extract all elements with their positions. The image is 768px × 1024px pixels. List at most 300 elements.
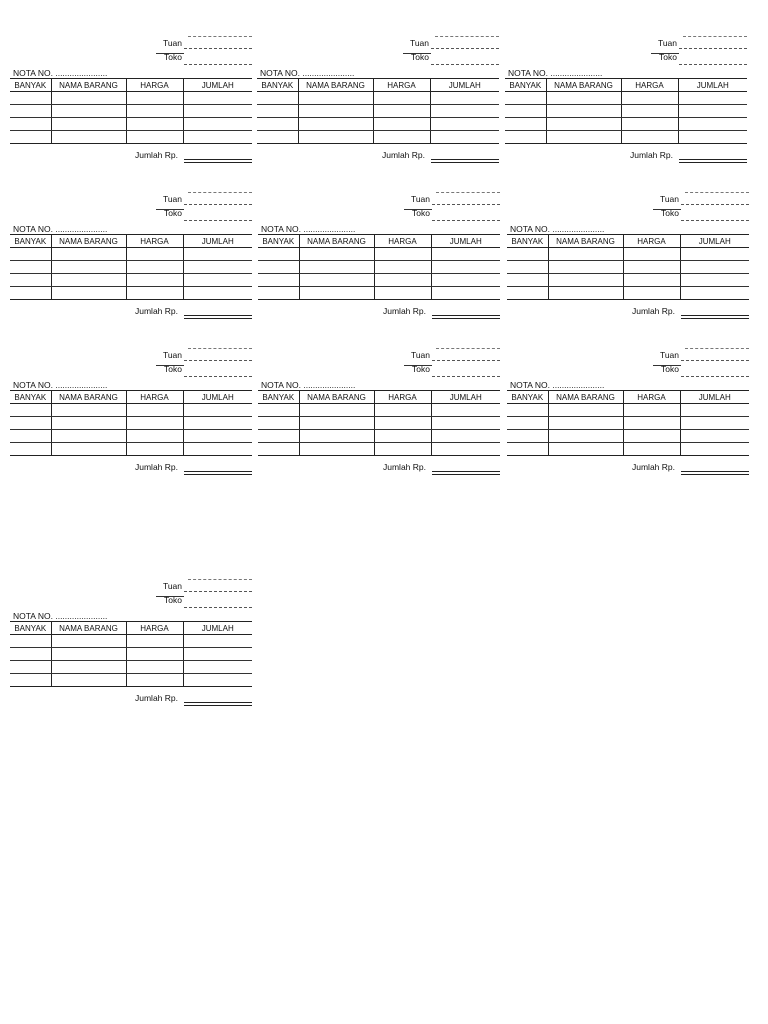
- table-cell[interactable]: [10, 404, 51, 417]
- table-cell[interactable]: [299, 261, 374, 274]
- table-cell[interactable]: [126, 248, 183, 261]
- table-cell[interactable]: [51, 430, 126, 443]
- table-cell[interactable]: [507, 443, 548, 456]
- toko-row: [10, 364, 252, 376]
- table-cell[interactable]: [183, 248, 252, 261]
- table-cell[interactable]: [680, 248, 749, 261]
- table-cell[interactable]: [183, 131, 252, 144]
- table-cell[interactable]: [10, 287, 51, 300]
- nota-number: NOTA NO. ......................: [260, 68, 355, 78]
- items-table: [258, 234, 500, 300]
- nota-form: [507, 348, 749, 483]
- tuan-field[interactable]: [432, 360, 500, 361]
- table-cell[interactable]: [548, 430, 623, 443]
- table-cell[interactable]: [299, 430, 374, 443]
- column-header-nama-barang: NAMA BARANG: [51, 391, 126, 404]
- toko-row: [258, 364, 500, 376]
- table-cell[interactable]: [507, 287, 548, 300]
- table-row: [258, 417, 500, 430]
- table-cell[interactable]: [10, 430, 51, 443]
- tuan-label: Tuan: [409, 38, 429, 48]
- tuan-label: Tuan: [659, 194, 679, 204]
- toko-field[interactable]: [432, 220, 500, 221]
- table-row: [257, 92, 499, 105]
- table-cell[interactable]: [183, 648, 252, 661]
- tuan-label: Tuan: [659, 350, 679, 360]
- table-cell[interactable]: [298, 131, 373, 144]
- table-cell[interactable]: [678, 105, 747, 118]
- toko-row: [10, 52, 252, 64]
- items-table: [505, 78, 747, 144]
- table-cell[interactable]: [430, 105, 499, 118]
- table-cell[interactable]: [373, 131, 430, 144]
- table-cell[interactable]: [431, 274, 500, 287]
- table-cell[interactable]: [680, 443, 749, 456]
- nota-form: [258, 192, 500, 327]
- table-header-row: [505, 79, 747, 92]
- table-cell[interactable]: [183, 105, 252, 118]
- toko-label: Toko: [164, 595, 182, 605]
- tuan-label: Tuan: [410, 350, 430, 360]
- table-cell[interactable]: [126, 661, 183, 674]
- table-cell[interactable]: [183, 404, 252, 417]
- tuan-dotted-line: [436, 192, 500, 193]
- table-cell[interactable]: [431, 430, 500, 443]
- table-cell[interactable]: [548, 287, 623, 300]
- nota-number: NOTA NO. ......................: [13, 68, 108, 78]
- table-cell[interactable]: [10, 105, 51, 118]
- table-cell[interactable]: [623, 430, 680, 443]
- table-cell[interactable]: [10, 131, 51, 144]
- nota-number: NOTA NO. ......................: [510, 224, 605, 234]
- tuan-row: [10, 350, 252, 362]
- total-row: [10, 691, 252, 705]
- tuan-field[interactable]: [431, 48, 499, 49]
- total-field[interactable]: [431, 159, 499, 160]
- table-row: [507, 443, 749, 456]
- tuan-dotted-line: [685, 348, 749, 349]
- toko-row: [10, 208, 252, 220]
- table-cell[interactable]: [257, 131, 298, 144]
- table-cell[interactable]: [621, 92, 678, 105]
- table-cell[interactable]: [507, 430, 548, 443]
- table-cell[interactable]: [621, 105, 678, 118]
- table-row: [505, 131, 747, 144]
- table-cell[interactable]: [623, 274, 680, 287]
- table-cell[interactable]: [10, 261, 51, 274]
- total-field[interactable]: [432, 315, 500, 316]
- table-cell[interactable]: [680, 417, 749, 430]
- table-cell[interactable]: [126, 92, 183, 105]
- column-header-harga: HARGA: [126, 391, 183, 404]
- table-cell[interactable]: [680, 287, 749, 300]
- table-cell[interactable]: [507, 261, 548, 274]
- table-cell[interactable]: [10, 648, 51, 661]
- table-cell[interactable]: [299, 287, 374, 300]
- total-field[interactable]: [184, 702, 252, 703]
- table-cell[interactable]: [505, 105, 546, 118]
- total-field[interactable]: [184, 159, 252, 160]
- items-table: [258, 390, 500, 456]
- table-cell[interactable]: [374, 404, 431, 417]
- tuan-label: Tuan: [162, 38, 182, 48]
- table-cell[interactable]: [505, 92, 546, 105]
- table-cell[interactable]: [298, 105, 373, 118]
- toko-label: Toko: [411, 52, 429, 62]
- total-row: [257, 148, 499, 162]
- total-field[interactable]: [681, 315, 749, 316]
- table-header-row: [10, 622, 252, 635]
- table-cell[interactable]: [10, 674, 51, 687]
- table-cell[interactable]: [623, 248, 680, 261]
- table-cell[interactable]: [431, 443, 500, 456]
- table-cell[interactable]: [505, 118, 546, 131]
- table-cell[interactable]: [546, 105, 621, 118]
- table-cell[interactable]: [257, 92, 298, 105]
- table-cell[interactable]: [126, 274, 183, 287]
- table-cell[interactable]: [51, 443, 126, 456]
- total-double-underline: [184, 318, 252, 319]
- column-header-jumlah: JUMLAH: [183, 391, 252, 404]
- table-cell[interactable]: [183, 274, 252, 287]
- total-row: [505, 148, 747, 162]
- table-cell[interactable]: [51, 92, 126, 105]
- table-cell[interactable]: [183, 443, 252, 456]
- table-cell[interactable]: [373, 105, 430, 118]
- tuan-field[interactable]: [681, 360, 749, 361]
- table-cell[interactable]: [183, 661, 252, 674]
- table-cell[interactable]: [548, 404, 623, 417]
- table-cell[interactable]: [258, 417, 299, 430]
- column-header-harga: HARGA: [126, 622, 183, 635]
- nota-form: [10, 192, 252, 327]
- total-row: [10, 148, 252, 162]
- table-cell[interactable]: [258, 404, 299, 417]
- table-cell[interactable]: [257, 105, 298, 118]
- table-cell[interactable]: [430, 131, 499, 144]
- tuan-row: [507, 350, 749, 362]
- table-row: [257, 131, 499, 144]
- items-table: [10, 390, 252, 456]
- toko-field[interactable]: [184, 220, 252, 221]
- tuan-field[interactable]: [681, 204, 749, 205]
- table-row: [10, 417, 252, 430]
- nota-number: NOTA NO. ......................: [13, 611, 108, 621]
- tuan-field[interactable]: [679, 48, 747, 49]
- table-cell[interactable]: [507, 274, 548, 287]
- column-header-nama-barang: NAMA BARANG: [548, 235, 623, 248]
- column-header-banyak: BANYAK: [10, 235, 51, 248]
- table-cell[interactable]: [298, 92, 373, 105]
- tuan-row: [258, 350, 500, 362]
- table-cell[interactable]: [51, 404, 126, 417]
- total-row: [507, 460, 749, 474]
- table-cell[interactable]: [623, 417, 680, 430]
- toko-label: Toko: [164, 208, 182, 218]
- table-cell[interactable]: [374, 287, 431, 300]
- table-cell[interactable]: [299, 417, 374, 430]
- table-row: [258, 430, 500, 443]
- table-cell[interactable]: [621, 118, 678, 131]
- table-cell[interactable]: [51, 661, 126, 674]
- total-label: Jumlah Rp.: [383, 306, 426, 316]
- table-cell[interactable]: [431, 417, 500, 430]
- table-cell[interactable]: [505, 131, 546, 144]
- table-cell[interactable]: [373, 118, 430, 131]
- column-header-jumlah: JUMLAH: [680, 391, 749, 404]
- table-cell[interactable]: [680, 274, 749, 287]
- table-cell[interactable]: [257, 118, 298, 131]
- table-cell[interactable]: [183, 287, 252, 300]
- table-cell[interactable]: [680, 430, 749, 443]
- table-cell[interactable]: [126, 417, 183, 430]
- table-cell[interactable]: [51, 248, 126, 261]
- table-cell[interactable]: [183, 635, 252, 648]
- table-cell[interactable]: [258, 248, 299, 261]
- total-double-underline: [184, 162, 252, 163]
- table-cell[interactable]: [548, 443, 623, 456]
- tuan-field[interactable]: [184, 204, 252, 205]
- items-table: [257, 78, 499, 144]
- table-cell[interactable]: [183, 417, 252, 430]
- table-cell[interactable]: [126, 404, 183, 417]
- column-header-harga: HARGA: [126, 235, 183, 248]
- nota-number: NOTA NO. ......................: [510, 380, 605, 390]
- toko-row: [505, 52, 747, 64]
- table-cell[interactable]: [374, 443, 431, 456]
- table-cell[interactable]: [546, 131, 621, 144]
- table-cell[interactable]: [678, 131, 747, 144]
- tuan-field[interactable]: [184, 591, 252, 592]
- table-cell[interactable]: [126, 648, 183, 661]
- column-header-jumlah: JUMLAH: [183, 79, 252, 92]
- table-cell[interactable]: [623, 261, 680, 274]
- table-cell[interactable]: [507, 417, 548, 430]
- table-cell[interactable]: [51, 105, 126, 118]
- tuan-field[interactable]: [184, 48, 252, 49]
- table-cell[interactable]: [678, 92, 747, 105]
- tuan-label: Tuan: [162, 194, 182, 204]
- tuan-row: [10, 581, 252, 593]
- table-cell[interactable]: [548, 274, 623, 287]
- table-row: [10, 105, 252, 118]
- table-cell[interactable]: [51, 674, 126, 687]
- tuan-dotted-line: [435, 36, 499, 37]
- table-cell[interactable]: [546, 92, 621, 105]
- toko-field[interactable]: [681, 220, 749, 221]
- table-cell[interactable]: [507, 248, 548, 261]
- table-cell[interactable]: [374, 274, 431, 287]
- table-cell[interactable]: [299, 274, 374, 287]
- table-row: [10, 404, 252, 417]
- table-cell[interactable]: [623, 404, 680, 417]
- tuan-label: Tuan: [162, 350, 182, 360]
- table-cell[interactable]: [10, 92, 51, 105]
- table-cell[interactable]: [299, 443, 374, 456]
- table-cell[interactable]: [51, 261, 126, 274]
- toko-field[interactable]: [681, 376, 749, 377]
- table-cell[interactable]: [126, 443, 183, 456]
- table-cell[interactable]: [183, 430, 252, 443]
- table-cell[interactable]: [126, 635, 183, 648]
- table-cell[interactable]: [10, 248, 51, 261]
- total-field[interactable]: [184, 315, 252, 316]
- table-cell[interactable]: [623, 443, 680, 456]
- toko-row: [507, 208, 749, 220]
- total-label: Jumlah Rp.: [382, 150, 425, 160]
- table-cell[interactable]: [258, 430, 299, 443]
- column-header-harga: HARGA: [373, 79, 430, 92]
- table-cell[interactable]: [299, 404, 374, 417]
- table-cell[interactable]: [680, 404, 749, 417]
- table-cell[interactable]: [10, 274, 51, 287]
- table-cell[interactable]: [621, 131, 678, 144]
- column-header-banyak: BANYAK: [10, 79, 51, 92]
- toko-field[interactable]: [184, 64, 252, 65]
- column-header-harga: HARGA: [623, 235, 680, 248]
- table-header-row: [258, 235, 500, 248]
- column-header-nama-barang: NAMA BARANG: [298, 79, 373, 92]
- table-cell[interactable]: [183, 118, 252, 131]
- column-header-banyak: BANYAK: [10, 391, 51, 404]
- tuan-field[interactable]: [184, 360, 252, 361]
- total-double-underline: [681, 318, 749, 319]
- column-header-nama-barang: NAMA BARANG: [548, 391, 623, 404]
- table-cell[interactable]: [10, 661, 51, 674]
- table-cell[interactable]: [680, 261, 749, 274]
- table-cell[interactable]: [126, 105, 183, 118]
- table-cell[interactable]: [258, 443, 299, 456]
- table-cell[interactable]: [431, 287, 500, 300]
- table-row: [507, 430, 749, 443]
- table-cell[interactable]: [51, 417, 126, 430]
- nota-number: NOTA NO. ......................: [13, 380, 108, 390]
- table-cell[interactable]: [548, 248, 623, 261]
- table-header-row: [507, 391, 749, 404]
- table-cell[interactable]: [10, 443, 51, 456]
- total-field[interactable]: [184, 471, 252, 472]
- toko-field[interactable]: [184, 376, 252, 377]
- total-label: Jumlah Rp.: [632, 306, 675, 316]
- tuan-row: [10, 194, 252, 206]
- table-cell[interactable]: [183, 674, 252, 687]
- table-row: [10, 118, 252, 131]
- column-header-jumlah: JUMLAH: [431, 235, 500, 248]
- table-cell[interactable]: [373, 92, 430, 105]
- column-header-banyak: BANYAK: [258, 391, 299, 404]
- table-cell[interactable]: [374, 261, 431, 274]
- table-header-row: [257, 79, 499, 92]
- table-cell[interactable]: [431, 404, 500, 417]
- items-table: [10, 621, 252, 687]
- table-cell[interactable]: [258, 274, 299, 287]
- tuan-field[interactable]: [432, 204, 500, 205]
- table-cell[interactable]: [374, 417, 431, 430]
- nota-form: [10, 348, 252, 483]
- table-cell[interactable]: [126, 118, 183, 131]
- column-header-jumlah: JUMLAH: [430, 79, 499, 92]
- table-cell[interactable]: [10, 417, 51, 430]
- table-cell[interactable]: [51, 287, 126, 300]
- table-cell[interactable]: [430, 92, 499, 105]
- table-cell[interactable]: [546, 118, 621, 131]
- total-label: Jumlah Rp.: [135, 462, 178, 472]
- tuan-row: [258, 194, 500, 206]
- table-cell[interactable]: [548, 261, 623, 274]
- table-cell[interactable]: [299, 248, 374, 261]
- tuan-dotted-line: [683, 36, 747, 37]
- tuan-dotted-line: [436, 348, 500, 349]
- table-cell[interactable]: [374, 248, 431, 261]
- table-row: [258, 404, 500, 417]
- table-cell[interactable]: [126, 261, 183, 274]
- tuan-row: [507, 194, 749, 206]
- table-cell[interactable]: [126, 287, 183, 300]
- toko-label: Toko: [412, 208, 430, 218]
- table-cell[interactable]: [51, 635, 126, 648]
- table-cell[interactable]: [51, 648, 126, 661]
- table-row: [505, 92, 747, 105]
- column-header-banyak: BANYAK: [257, 79, 298, 92]
- table-cell[interactable]: [374, 430, 431, 443]
- table-cell[interactable]: [548, 417, 623, 430]
- nota-number: NOTA NO. ......................: [13, 224, 108, 234]
- toko-field[interactable]: [679, 64, 747, 65]
- table-cell[interactable]: [298, 118, 373, 131]
- table-cell[interactable]: [258, 287, 299, 300]
- table-row: [10, 131, 252, 144]
- table-row: [258, 248, 500, 261]
- toko-row: [257, 52, 499, 64]
- table-cell[interactable]: [431, 248, 500, 261]
- total-field[interactable]: [679, 159, 747, 160]
- total-double-underline: [431, 162, 499, 163]
- toko-label: Toko: [164, 52, 182, 62]
- total-field[interactable]: [432, 471, 500, 472]
- table-cell[interactable]: [183, 261, 252, 274]
- table-cell[interactable]: [10, 635, 51, 648]
- table-cell[interactable]: [126, 674, 183, 687]
- toko-field[interactable]: [432, 376, 500, 377]
- total-row: [10, 304, 252, 318]
- table-cell[interactable]: [51, 131, 126, 144]
- total-field[interactable]: [681, 471, 749, 472]
- toko-field[interactable]: [184, 607, 252, 608]
- column-header-harga: HARGA: [374, 391, 431, 404]
- table-cell[interactable]: [51, 274, 126, 287]
- total-double-underline: [679, 162, 747, 163]
- table-cell[interactable]: [507, 404, 548, 417]
- table-cell[interactable]: [430, 118, 499, 131]
- table-cell[interactable]: [183, 92, 252, 105]
- table-cell[interactable]: [51, 118, 126, 131]
- table-cell[interactable]: [678, 118, 747, 131]
- total-row: [10, 460, 252, 474]
- total-label: Jumlah Rp.: [135, 693, 178, 703]
- table-cell[interactable]: [10, 118, 51, 131]
- table-cell[interactable]: [431, 261, 500, 274]
- table-cell[interactable]: [623, 287, 680, 300]
- column-header-nama-barang: NAMA BARANG: [299, 235, 374, 248]
- toko-field[interactable]: [431, 64, 499, 65]
- table-row: [505, 105, 747, 118]
- total-double-underline: [681, 474, 749, 475]
- table-cell[interactable]: [126, 430, 183, 443]
- table-cell[interactable]: [258, 261, 299, 274]
- table-cell[interactable]: [126, 131, 183, 144]
- table-row: [505, 118, 747, 131]
- table-header-row: [10, 79, 252, 92]
